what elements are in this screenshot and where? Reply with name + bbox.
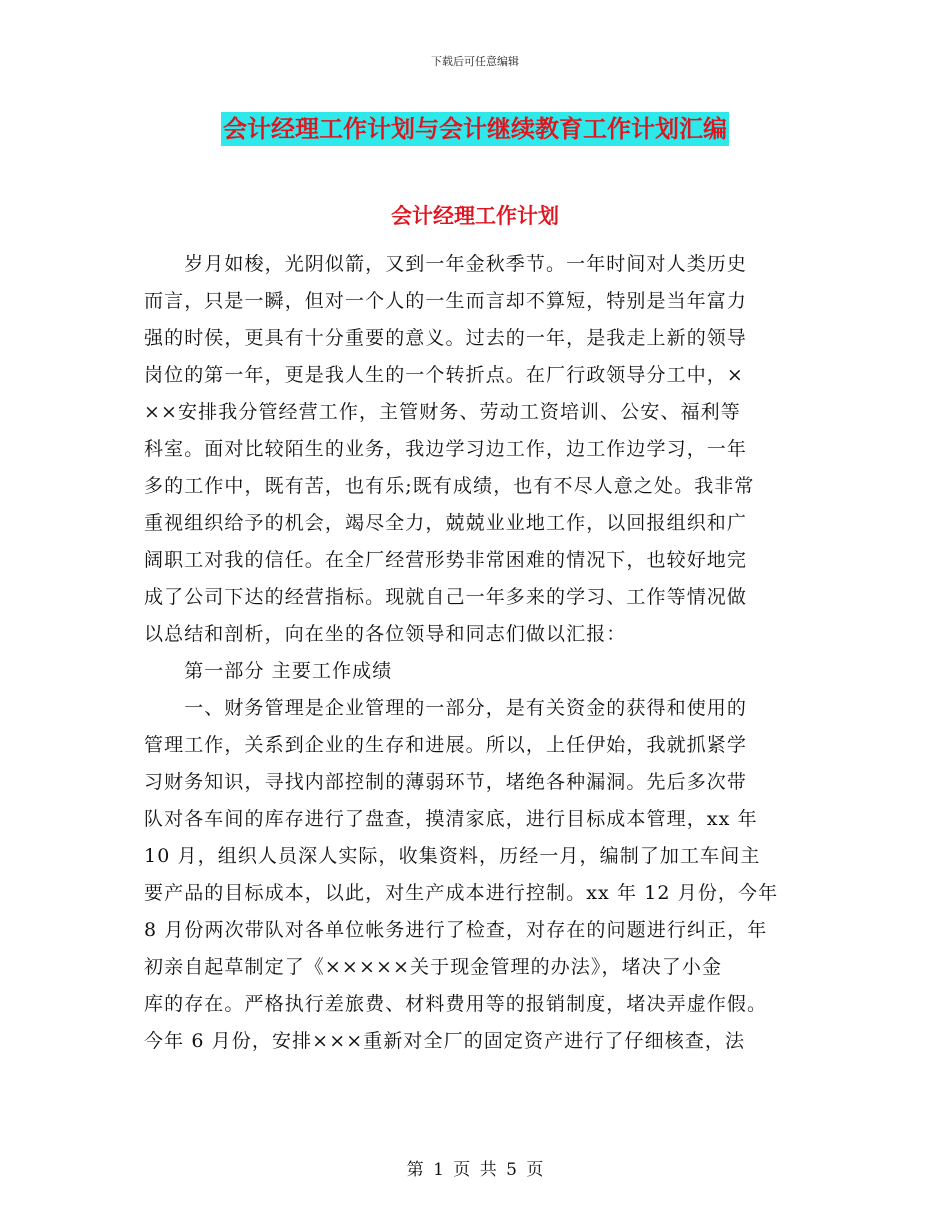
part-heading: 第一部分 主要工作成绩 (144, 660, 393, 682)
body-line: 成了公司下达的经营指标。现就自己一年多来的学习、工作等情况做 (144, 586, 748, 608)
body-line: 阔职工对我的信任。在全厂经营形势非常困难的情况下，也较好地完 (144, 549, 748, 571)
body-line: 岁月如梭，光阴似箭，又到一年金秋季节。一年时间对人类历史 (144, 253, 748, 275)
body-line: 库的存在。严格执行差旅费、材料费用等的报销制度，堵决弄虚作假。 (144, 993, 768, 1015)
body-line: 10 月，组织人员深人实际，收集资料，历经一月，编制了加工车间主 (144, 845, 761, 867)
body-line: 科室。面对比较陌生的业务，我边学习边工作，边工作边学习，一年 (144, 438, 748, 460)
body-line: 而言，只是一瞬，但对一个人的一生而言却不算短，特别是当年富力 (144, 290, 748, 312)
body-line: 多的工作中，既有苦，也有乐;既有成绩，也有不尽人意之处。我非常 (144, 475, 755, 497)
document-title: 会计经理工作计划与会计继续教育工作计划汇编 (221, 112, 729, 146)
body-line: ××安排我分管经营工作，主管财务、劳动工资培训、公安、福利等 (144, 401, 741, 423)
body-line: 习财务知识，寻找内部控制的薄弱环节，堵绝各种漏洞。先后多次带 (144, 771, 748, 793)
body-line: 强的时侯，更具有十分重要的意义。过去的一年，是我走上新的领导 (144, 327, 748, 349)
body-line: 初亲自起草制定了《×××××关于现金管理的办法》，堵决了小金 (144, 956, 723, 978)
body-line: 重视组织给予的机会，竭尽全力，兢兢业业地工作，以回报组织和广 (144, 512, 748, 534)
body-line: 一、财务管理是企业管理的一部分，是有关资金的获得和使用的 (144, 697, 748, 719)
section-title: 会计经理工作计划 (391, 203, 559, 228)
body-line: 今年 6 月份，安排×××重新对全厂的固定资产进行了仔细核查，法 (144, 1030, 746, 1052)
body-line: 8 月份两次带队对各单位帐务进行了检查，对存在的问题进行纠正，年 (144, 919, 768, 941)
header-note: 下载后可任意编辑 (431, 55, 519, 68)
body-line: 岗位的第一年，更是我人生的一个转折点。在厂行政领导分工中，× (144, 364, 744, 386)
body-line: 以总结和剖析，向在坐的各位领导和同志们做以汇报： (144, 623, 627, 645)
body-line: 队对各车间的库存进行了盘查，摸清家底，进行目标成本管理，xx 年 (144, 808, 758, 830)
body-line: 管理工作，关系到企业的生存和进展。所以，上任伊始，我就抓紧学 (144, 734, 748, 756)
body-text (144, 246, 809, 1060)
body-line: 要产品的目标成本，以此，对生产成本进行控制。xx 年 12 月份，今年 (144, 882, 779, 904)
page-footer: 第 1 页 共 5 页 (406, 1160, 544, 1180)
